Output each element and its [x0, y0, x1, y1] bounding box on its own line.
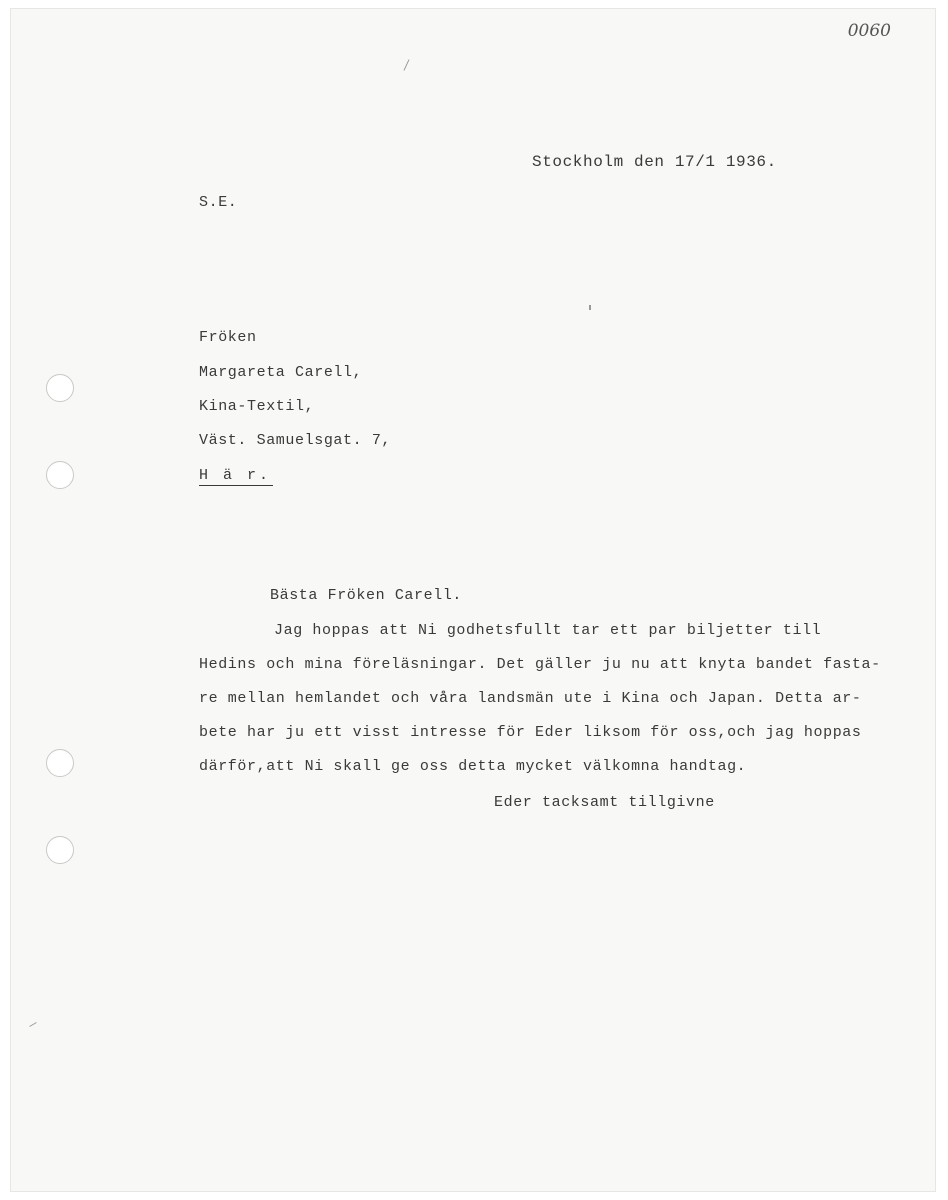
recipient-name: Margareta Carell, [199, 364, 363, 381]
recipient-street: Väst. Samuelsgat. 7, [199, 432, 392, 449]
body-line: Hedins och mina föreläsningar. Det gäller ju nu att knyta bandet fasta- [199, 656, 881, 673]
punch-hole [46, 374, 74, 402]
body-line: Jag hoppas att Ni godhetsfullt tar ett par biljetter till [274, 622, 822, 639]
sender-initials: S.E. [199, 194, 238, 211]
punch-hole [46, 836, 74, 864]
recipient-title: Fröken [199, 329, 257, 346]
body-line: därför,att Ni skall ge oss detta mycket välkomna handtag. [199, 758, 747, 775]
paper-mark [404, 59, 410, 70]
date-line: Stockholm den 17/1 1936. [532, 153, 777, 171]
closing-line: Eder tacksamt tillgivne [494, 794, 715, 811]
body-line: re mellan hemlandet och våra landsmän ute i Kina och Japan. Detta ar- [199, 690, 862, 707]
punch-hole [46, 749, 74, 777]
recipient-locality: H ä r. [199, 467, 272, 484]
paper-mark [589, 305, 591, 310]
recipient-company: Kina-Textil, [199, 398, 315, 415]
archive-number: 0060 [847, 21, 891, 41]
paper-mark [29, 1022, 36, 1027]
punch-hole [46, 461, 74, 489]
body-line: bete har ju ett visst intresse för Eder liksom för oss,och jag hoppas [199, 724, 862, 741]
salutation: Bästa Fröken Carell. [270, 587, 463, 604]
letter-page [10, 8, 936, 1192]
